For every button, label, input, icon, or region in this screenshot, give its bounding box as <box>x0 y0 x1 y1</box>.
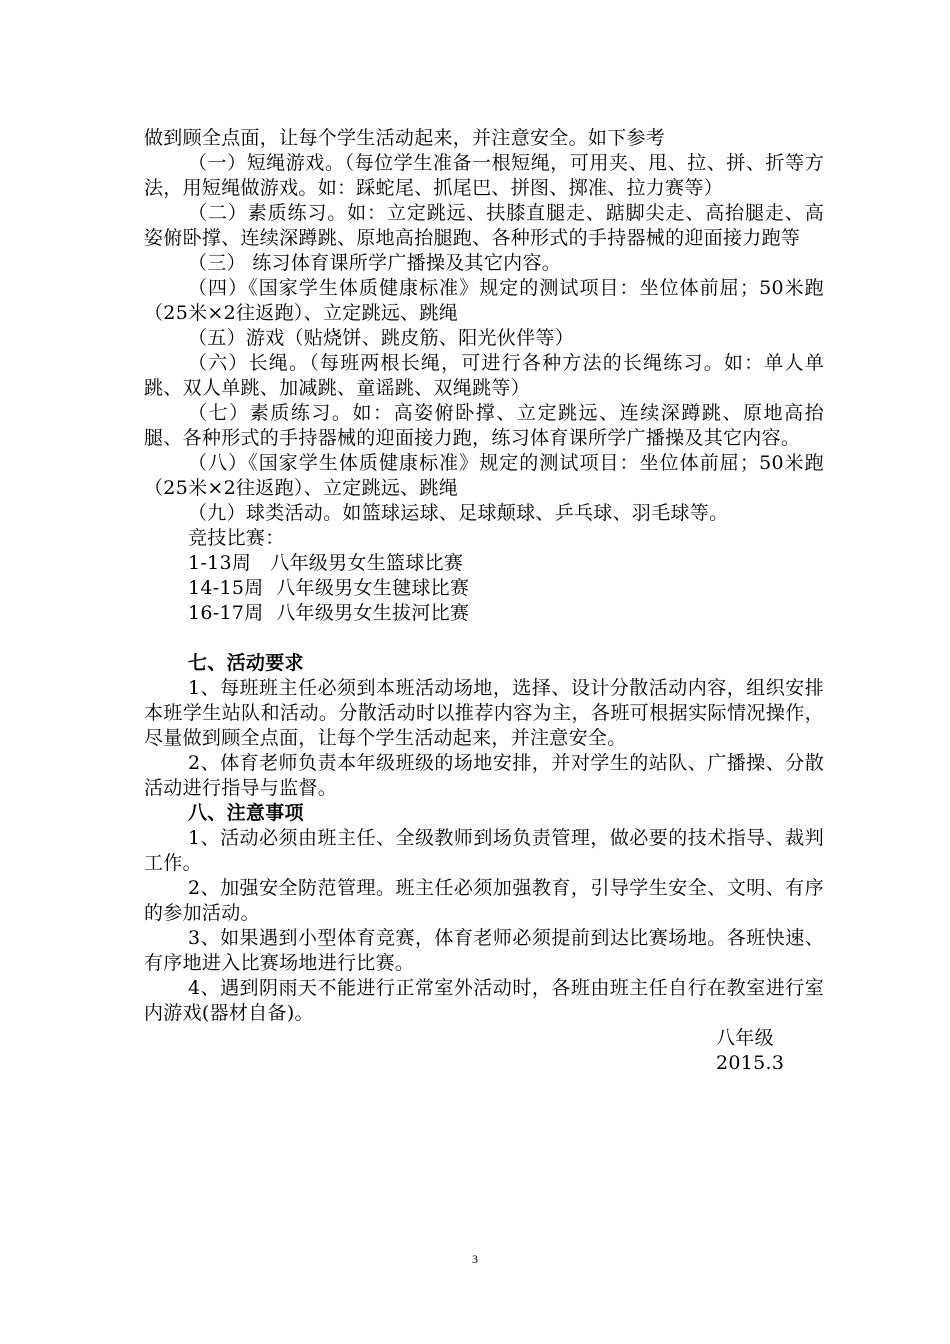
signature-org: 八年级 <box>716 1027 774 1049</box>
section-heading: 八、注意事项 <box>188 802 304 824</box>
competition-schedule <box>144 526 824 626</box>
section-heading: 七、活动要求 <box>188 652 304 674</box>
paragraph: （五）游戏（贴烧饼、跳皮筋、阳光伙伴等） <box>188 327 575 349</box>
paragraph: （四）《国家学生体质健康标准》规定的测试项目：坐位体前屈；50米跑（25米×2往返跑）、立定跳远、跳绳 <box>144 277 824 324</box>
paragraph: （六）长绳。（每班两根长绳，可进行各种方法的长绳练习。如：单人单跳、双人单跳、加减跳、童谣跳、双绳跳等） <box>144 352 824 399</box>
paragraph: 4、遇到阴雨天不能进行正常室外活动时，各班由班主任自行在教室进行室内游戏(器材自备)。 <box>144 977 824 1024</box>
schedule-row: 1-13周 八年级男女生篮球比赛 <box>188 552 464 574</box>
paragraph: 3、如果遇到小型体育竞赛，体育老师必须提前到达比赛场地。各班快速、有序地进入比赛场地进行比赛。 <box>144 927 824 974</box>
page-number: 3 <box>472 1252 478 1266</box>
paragraph: 2、体育老师负责本年级班级的场地安排，并对学生的站队、广播操、分散活动进行指导与监督。 <box>144 752 824 799</box>
schedule-row: 16-17周 八年级男女生拔河比赛 <box>188 602 470 624</box>
schedule-row: 14-15周 八年级男女生毽球比赛 <box>188 577 470 599</box>
competition-label: 竞技比赛： <box>188 527 285 549</box>
paragraph: 1、活动必须由班主任、全级教师到场负责管理，做必要的技术指导、裁判工作。 <box>144 827 824 874</box>
paragraph: （三） 练习体育课所学广播操及其它内容。 <box>188 252 562 274</box>
paragraph: 做到顾全点面，让每个学生活动起来，并注意安全。如下参考 <box>144 127 666 149</box>
paragraph: （二）素质练习。如：立定跳远、扶膝直腿走、踮脚尖走、高抬腿走、高姿俯卧撑、连续深蹲跳、原地高抬腿跑、各种形式的手持器械的迎面接力跑等 <box>144 202 824 249</box>
paragraph: （一）短绳游戏。（每位学生准备一根短绳，可用夹、甩、拉、拼、折等方法，用短绳做游戏。如：踩蛇尾、抓尾巴、拼图、掷准、拉力赛等） <box>144 152 824 199</box>
paragraph: （七）素质练习。如：高姿俯卧撑、立定跳远、连续深蹲跳、原地高抬腿、各种形式的手持器械的迎面接力跑，练习体育课所学广播操及其它内容。 <box>144 402 824 449</box>
paragraph: （九）球类活动。如篮球运球、足球颠球、乒乓球、羽毛球等。 <box>188 502 729 524</box>
signature-date: 2015.3 <box>716 1052 785 1074</box>
document-body <box>144 126 824 1076</box>
paragraph: 1、每班班主任必须到本班活动场地，选择、设计分散活动内容，组织安排本班学生站队和活动。分散活动时以推荐内容为主，各班可根据实际情况操作，尽量做到顾全点面，让每个学生活动起来，并注意安全。 <box>144 677 824 749</box>
paragraph: 2、加强安全防范管理。班主任必须加强教育，引导学生安全、文明、有序的参加活动。 <box>144 877 824 924</box>
paragraph: （八）《国家学生体质健康标准》规定的测试项目：坐位体前屈；50米跑（25米×2往返跑）、立定跳远、跳绳 <box>144 452 824 499</box>
spacer <box>144 626 824 651</box>
